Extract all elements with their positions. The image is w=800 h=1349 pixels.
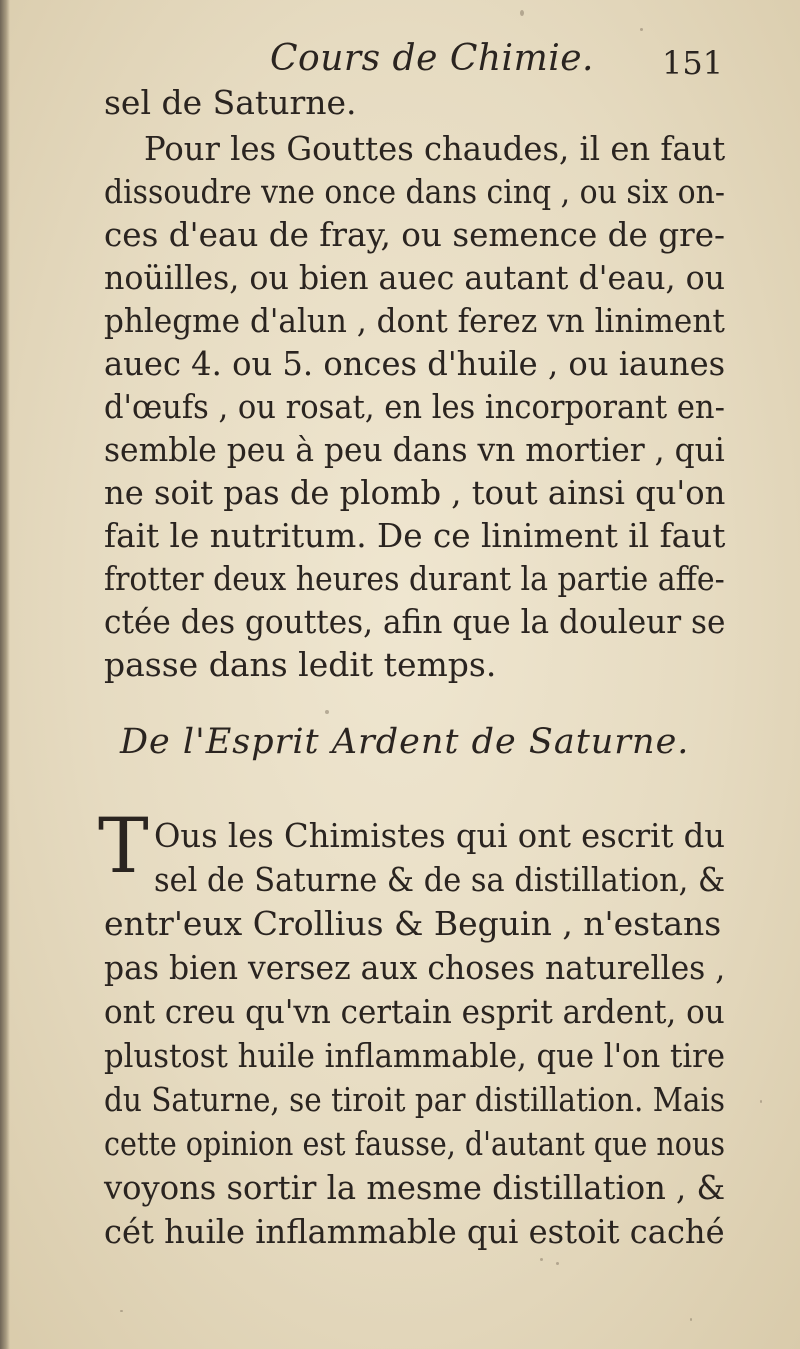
text-line: Pour les Gouttes chaudes, il en faut — [144, 129, 726, 168]
paper-speck — [120, 1310, 123, 1312]
text-line: dissoudre vne once dans cinq , ou six on- — [104, 172, 725, 211]
text-line: entr'eux Crollius & Beguin , n'estans — [104, 904, 722, 943]
paper-speck — [520, 10, 524, 16]
text-line: d'œufs , ou rosat, en les incorporant en- — [104, 387, 725, 426]
text-line: cette opinion est fausse, d'autant que nous — [104, 1124, 726, 1163]
text-line: ces d'eau de fray, ou semence de gre- — [104, 215, 726, 254]
drop-cap: T — [98, 801, 149, 890]
text-line: cét huile inflammable qui estoit caché — [104, 1212, 725, 1251]
paper-speck — [556, 1262, 559, 1265]
text-line: frotter deux heures durant la partie affe- — [104, 559, 725, 598]
section-heading: De l'Esprit Ardent de Saturne. — [120, 722, 690, 762]
page-gutter-shadow — [0, 0, 10, 1349]
text-line: sel de Saturne & de sa distillation, & — [154, 860, 726, 899]
text-line: phlegme d'alun , dont ferez vn liniment — [104, 301, 725, 340]
text-line: ont creu qu'vn certain esprit ardent, ou — [104, 992, 725, 1031]
paper-speck — [690, 1318, 692, 1321]
text-line: du Saturne, se tiroit par distillation. Mais — [104, 1080, 726, 1119]
paper-speck — [540, 1258, 543, 1261]
text-line: sel de Saturne. — [104, 83, 357, 122]
page-number: 151 — [662, 44, 724, 82]
paper-speck — [325, 710, 329, 714]
running-title: Cours de Chimie. — [270, 38, 594, 79]
paper-speck — [640, 28, 643, 31]
text-line: ne soit pas de plomb , tout ainsi qu'on — [104, 473, 726, 512]
text-line: pas bien versez aux choses naturelles , — [104, 948, 726, 987]
paper-speck — [760, 1100, 762, 1103]
text-line: voyons sortir la mesme distillation , & — [104, 1168, 726, 1207]
text-line: fait le nutritum. De ce liniment il faut — [104, 516, 726, 555]
text-line: passe dans ledit temps. — [104, 645, 497, 684]
text-line: noüilles, ou bien auec autant d'eau, ou — [104, 258, 726, 297]
text-line: ctée des gouttes, afin que la douleur se — [104, 602, 726, 641]
text-line: Ous les Chimistes qui ont escrit du — [154, 816, 726, 855]
text-line: auec 4. ou 5. onces d'huile , ou iaunes — [104, 344, 726, 383]
text-line: semble peu à peu dans vn mortier , qui — [104, 430, 725, 469]
text-line: plustost huile inflammable, que l'on tire — [104, 1036, 725, 1075]
